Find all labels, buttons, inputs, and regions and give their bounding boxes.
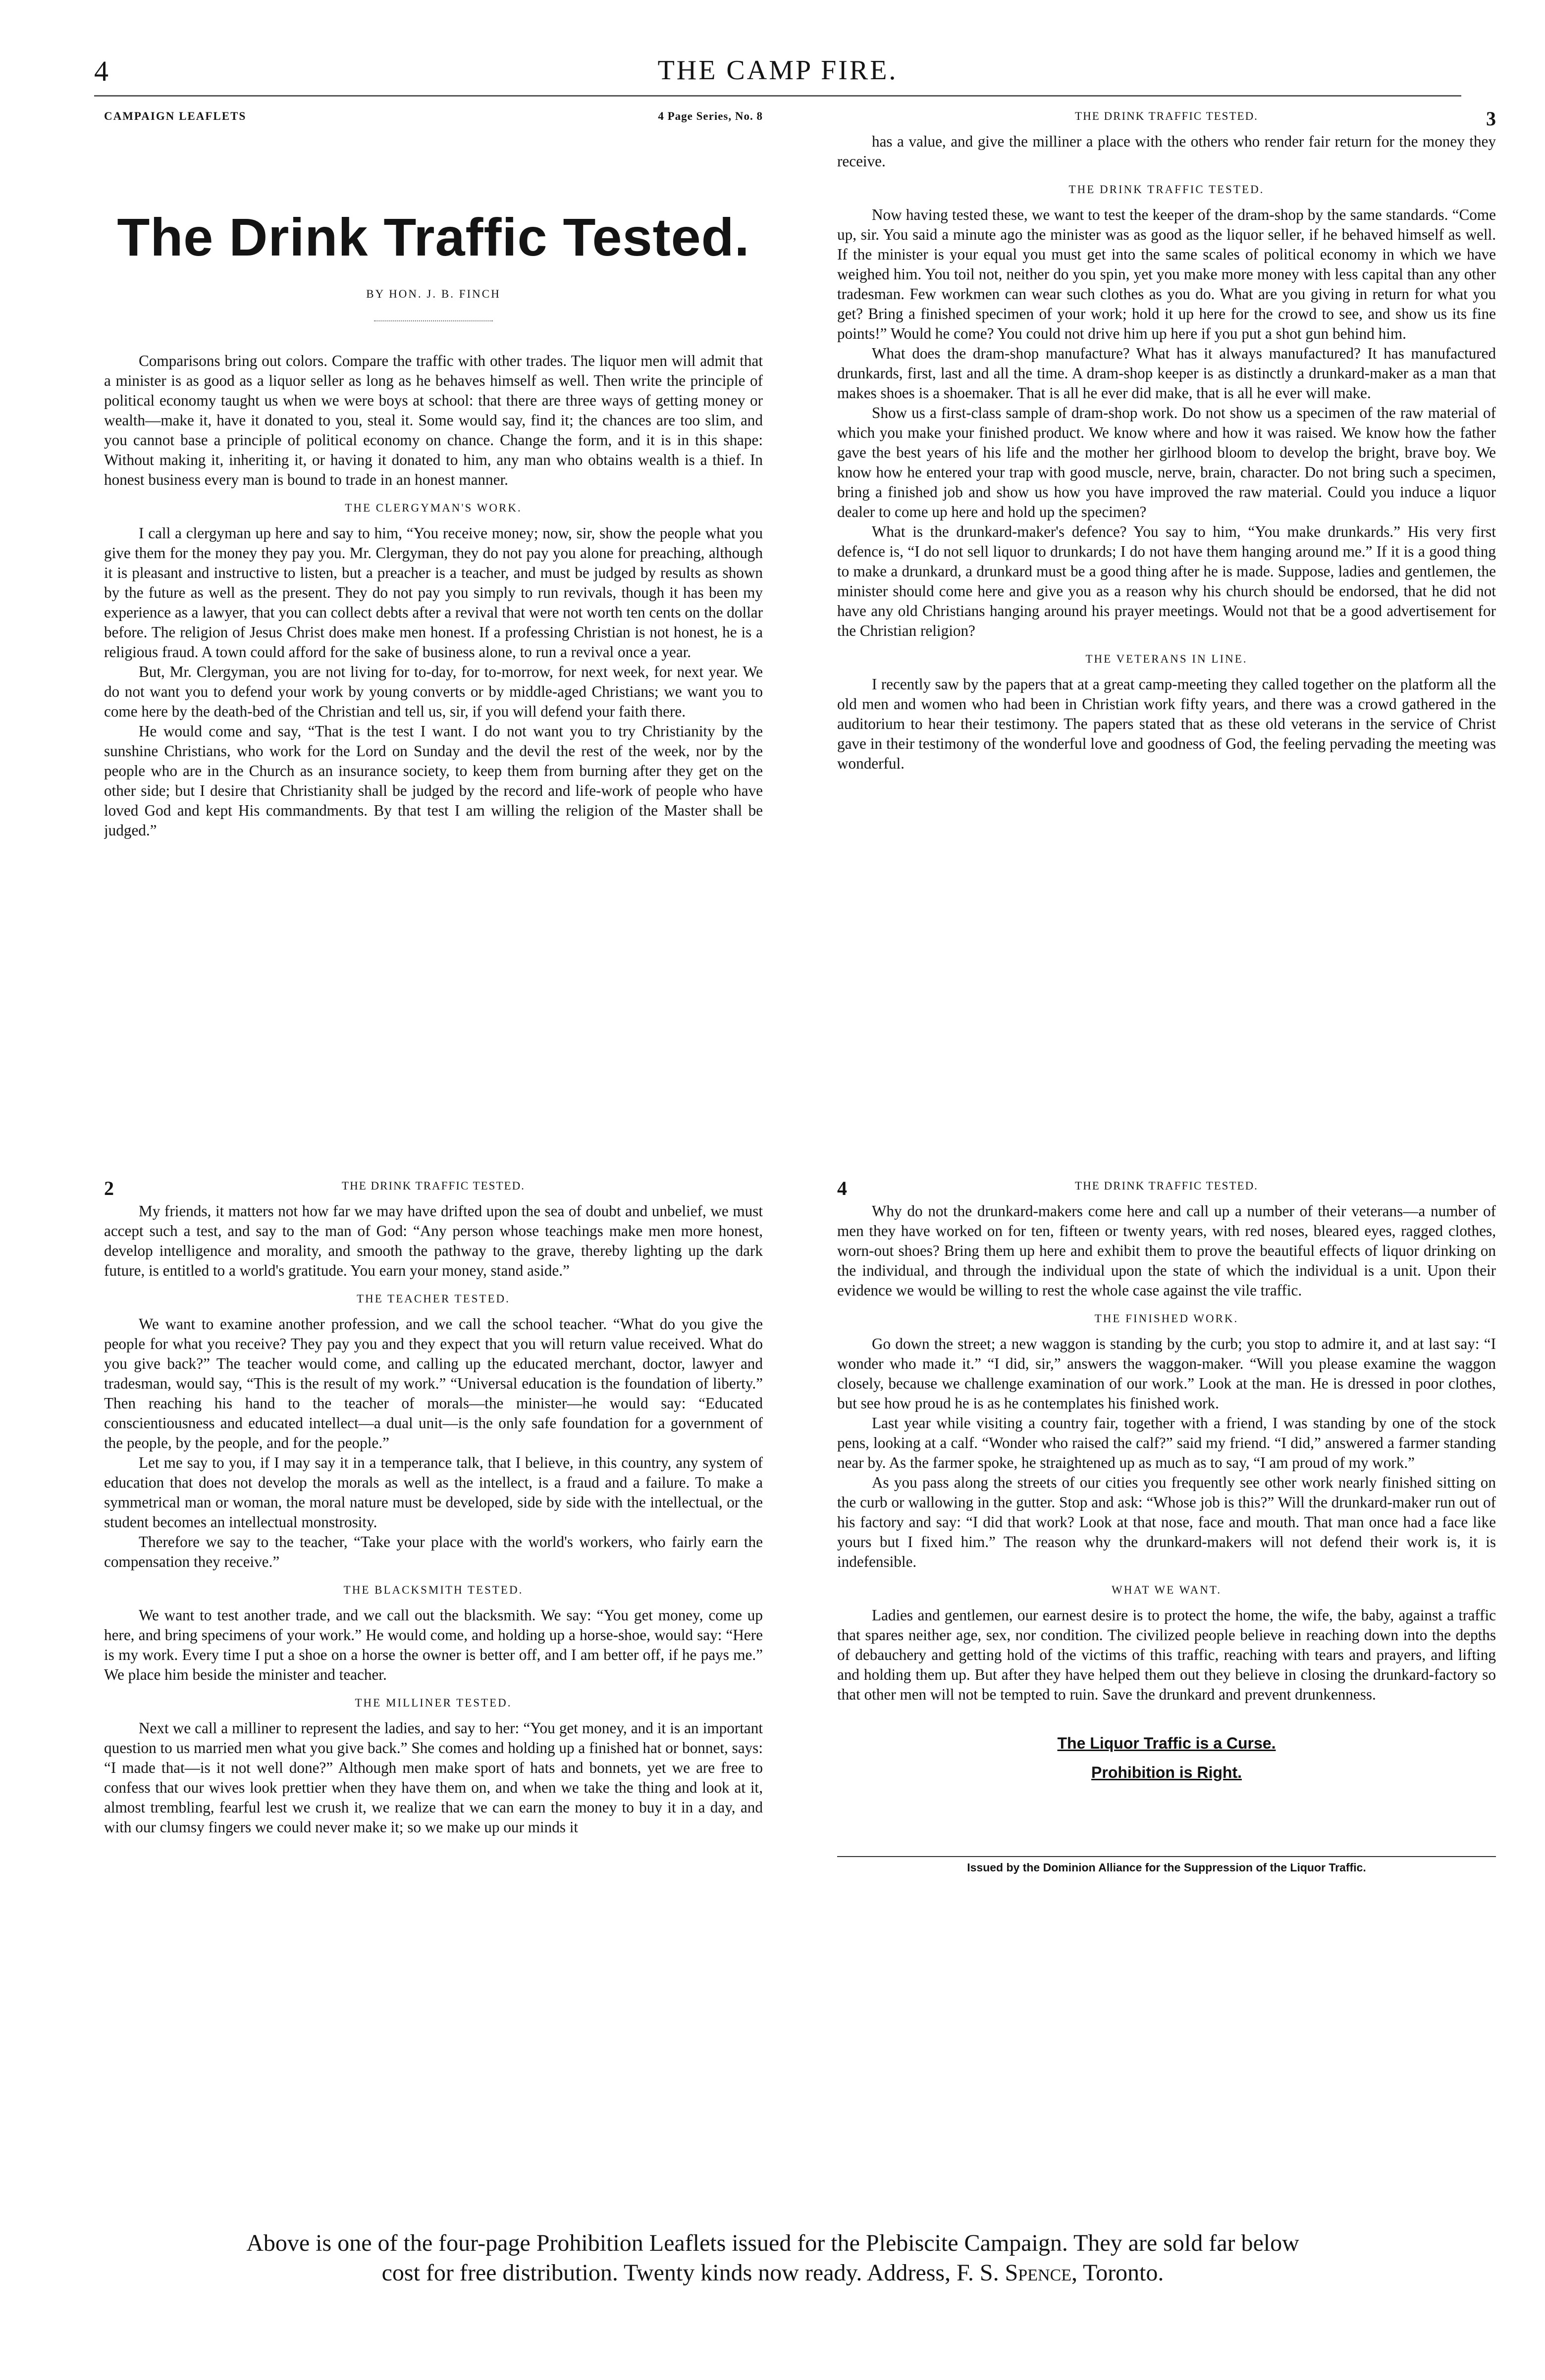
section-heading: THE MILLINER TESTED. xyxy=(355,1697,512,1709)
running-head: THE DRINK TRAFFIC TESTED. xyxy=(342,1180,525,1192)
leaflet-page-1-head xyxy=(104,104,763,132)
paragraph: He would come and say, “That is the test I want. I do not want you to try Christianity by the sunshine Christians, who work for the Lord on Sunday and the devil the rest of the week, nor by the people who are in the Church as an insurance society, to keep them from burning after they get on the other side; but I desire that Christianity shall be judged by the record and life-work of people who have loved God and kept His commandments. By that test I am willing the religion of the Master shall be judged.” xyxy=(104,723,763,839)
section-heading: THE DRINK TRAFFIC TESTED. xyxy=(1068,183,1265,196)
leaflet-page-3 xyxy=(837,104,1496,1159)
leaflet-page-number: 3 xyxy=(1486,107,1496,130)
section-heading: THE BLACKSMITH TESTED. xyxy=(343,1584,524,1596)
page-title: THE CAMP FIRE. xyxy=(657,55,898,86)
paragraph: Go down the street; a new waggon is standing by the curb; you stop to admire it, and at last say: “I wonder who made it.” “I did, sir,” answers the waggon-maker. “Will you please examine the waggon closely, because we challenge examination of our work.” Look at the man. He is dressed in poor clothes, but see how proud he is as he contemplates his finished work. xyxy=(837,1335,1496,1412)
page-header xyxy=(94,54,1461,94)
section-heading: THE CLERGYMAN'S WORK. xyxy=(345,502,522,514)
paragraph: But, Mr. Clergyman, you are not living for to-day, for to-morrow, for next week, for next year. We do not want you to defend your work by young converts or by middle-aged Christians; we want you to come here by the death-bed of the Christian and tell us, sir, if you will defend your faith there. xyxy=(104,663,763,720)
section-heading: THE FINISHED WORK. xyxy=(1094,1312,1239,1325)
leaflet-page-4-head xyxy=(837,1174,1496,1201)
leaflet-title: The Drink Traffic Tested. xyxy=(117,207,750,267)
paragraph: Ladies and gentlemen, our earnest desire is to protect the home, the wife, the baby, against a traffic that spares neither age, sex, nor condition. The civilized people believe in reaching down into the depths of debauchery and getting hold of the victims of this traffic, reaching with tears and prayers, and lifting and holding them up. But after they have helped them out they believe in closing the drunkard-factory so that other men will not be tempted to ruin. Save the drunkard and prevent drunkenness. xyxy=(837,1606,1496,1703)
byline: BY HON. J. B. FINCH xyxy=(366,288,501,300)
title-rule xyxy=(374,320,493,321)
leaflet-page-3-head xyxy=(837,104,1496,132)
header-rule xyxy=(94,95,1461,97)
paragraph: My friends, it matters not how far we may have drifted upon the sea of doubt and unbelief, we must accept such a test, and say to the man of God: “Any person whose teachings make men more honest, develop intelligence and morality, and smooth the pathway to the grave, thereby lighting up the dark future, is entitled to a world's gratitude. You earn your money, stand aside.” xyxy=(104,1202,763,1279)
slogan-curse: The Liquor Traffic is a Curse. xyxy=(1057,1734,1276,1752)
footer-line-1: Above is one of the four-page Prohibition Leaflets issued for the Plebiscite Campaign. They are sold far below xyxy=(246,2230,1299,2256)
paragraph: Last year while visiting a country fair, together with a friend, I was standing by one of the stock pens, looking at a calf. “Wonder who raised the calf?” said my friend. “I did,” answered a farmer standing near by. As the farmer spoke, he straightened up as much as to say, “I am proud of my work.” xyxy=(837,1414,1496,1471)
footer-text-end: , Toronto. xyxy=(1071,2260,1164,2286)
paragraph: Next we call a milliner to represent the ladies, and say to her: “You get money, and it is an important question to us married men what you give back.” She comes and holding up a finished hat or bonnet, says: “I made that—is it not well done?” Although men make sport of hats and bonnets, yet we are free to confess that our wives look prettier when they have them on, and when we take the thing and look at it, almost trembling, fearful lest we crush it, we realize that we can earn the money to buy it in a day, and with our clumsy fingers we could never make it; so we make up our minds it xyxy=(104,1719,763,1836)
footer-name: Spence xyxy=(1005,2260,1071,2286)
paragraph: Therefore we say to the teacher, “Take your place with the world's workers, who fairly earn the compensation they receive.” xyxy=(104,1533,763,1570)
paragraph: As you pass along the streets of our cities you frequently see other work nearly finished sitting on the curb or wallowing in the gutter. Stop and ask: “Whose job is this?” Will the drunkard-maker run out of his factory and say: “I did that work? Look at that nose, face and mouth. That man once had a face like yours but I fixed him.” The reason why the drunkard-makers will not defend their work is, it is indefensible. xyxy=(837,1474,1496,1570)
leaflet-page-2-head xyxy=(104,1174,763,1201)
paragraph: Now having tested these, we want to test the keeper of the dram-shop by the same standards. “Come up, sir. You said a minute ago the minister was as good as the liquor seller, if he behaved himself as well. If the minister is your equal you must get into the same scales of political economy in which we have weighed him. You toil not, neither do you spin, yet you make more money with less capital than any other tradesman. Few workmen can wear such clothes as you do. What are you giving in return for what you get? Bring a finished specimen of your work; hold it up here for the crowd to see, and show us its fine points!” Would he come? You could not drive him up here if you put a shot gun behind him. xyxy=(837,206,1496,342)
footer-line-2 xyxy=(104,2258,1441,2288)
leaflet-page-4 xyxy=(837,1174,1496,2189)
paragraph: Comparisons bring out colors. Compare the traffic with other trades. The liquor men will admit that a minister is as good as a liquor seller as long as he behaves himself as well. Then write the principle of political economy taught us when we were boys at school: that there are three ways of getting money or wealth—make it, have it donated to you, steal it. Some would say, find it; the chances are too slim, and you cannot base a principle of political economy on chance. Change the form, and it is in this shape: Without making it, inheriting it, or having it donated to him, any man who obtains wealth is a thief. In honest business every man is bound to trade in an honest manner. xyxy=(104,352,763,488)
leaflet-page-2 xyxy=(104,1174,763,2189)
paragraph: We want to test another trade, and we call out the blacksmith. We say: “You get money, come up here, and bring specimens of your work.” He would come, and holding up a horse-shoe, would say: “Here is my work. Every time I put a shoe on a horse the owner is better off, and I am better off, if he pays me.” We place him beside the minister and teacher. xyxy=(104,1606,763,1683)
leaflet-page-number: 4 xyxy=(837,1177,847,1199)
running-head: THE DRINK TRAFFIC TESTED. xyxy=(1075,1180,1258,1192)
leaflet-page-number: 2 xyxy=(104,1177,114,1199)
paragraph: We want to examine another profession, and we call the school teacher. “What do you give the people for what you receive? They pay you and they expect that you will return value received. What do you give back?” The teacher would come, and calling up the educated merchant, doctor, lawyer and tradesman, would say, “This is the result of my work.” “Universal education is the foundation of liberty.” Then reaching his hand to the teacher of morals—the minister—he would say: “Educated conscientiousness and educated intellect—a dual unit—is the only safe foundation for a government of the people, by the people, and for the people.” xyxy=(104,1315,763,1451)
paragraph: Why do not the drunkard-makers come here and call up a number of their veterans—a number of men they have worked on for ten, fifteen or twenty years, with red noses, bleared eyes, ragged clothes, worn-out shoes? Bring them up here and exhibit them to prove the beautiful effects of liquor drinking on the individual, and through the individual upon the state of which the individual is a unit. Upon their evidence we would be willing to rest the whole case against the vile traffic. xyxy=(837,1202,1496,1299)
paragraph: What is the drunkard-maker's defence? You say to him, “You make drunkards.” His very first defence is, “I do not sell liquor to drunkards; I do not have them hanging around me.” If it is a good thing to make a drunkard, a drunkard must be a good thing after he is made. Suppose, ladies and gentlemen, the minister should come here and give you as a reason why his church should be endorsed, that he did not have any old Christians hanging around his prayer meetings. Would not that be a good advertisement for the Christian religion? xyxy=(837,523,1496,639)
slogans xyxy=(837,1734,1496,1782)
series-number: 4 Page Series, No. 8 xyxy=(658,110,763,122)
leaflet-page-1 xyxy=(104,104,763,1159)
footer-text: cost for free distribution. Twenty kinds now ready. Address, F. S. xyxy=(381,2260,999,2286)
page-number: 4 xyxy=(94,55,108,87)
paragraph: has a value, and give the milliner a place with the others who render fair return for the money they receive. xyxy=(837,133,1496,170)
paragraph: I call a clergyman up here and say to him, “You receive money; now, sir, show the people what you give them for the money they pay you. Mr. Clergyman, they do not pay you alone for preaching, although it is pleasant and instructive to listen, but a preacher is a teacher, and must be judged by results as shown by the future as well as the present. They do not pay you simply to run revivals, though it has been my experience as a lawyer, that you can collect debts after a revival that were not worth ten cents on the dollar before. The religion of Jesus Christ does make men honest. If a professing Christian is not honest, he is a religious fraud. A town could afford for the sake of business alone, to run a revival once a year. xyxy=(104,524,763,661)
paragraph: Let me say to you, if I may say it in a temperance talk, that I believe, in this country, any system of education that does not develop the morals as well as the intellect, is a fraud and a failure. To make a symmetrical man or woman, the moral nature must be developed, side by side with the intellectual, or the student becomes an intellectual monstrosity. xyxy=(104,1454,763,1531)
paragraph: What does the dram-shop manufacture? What has it always manufactured? It has manufactured drunkards, first, last and all the time. A dram-shop keeper is as distinctly a drunkard-maker as a man that makes shoes is a shoemaker. That is all he ever did make, that is all he ever will make. xyxy=(837,345,1496,402)
footer-notice xyxy=(104,2228,1441,2288)
paragraph: Show us a first-class sample of dram-shop work. Do not show us a specimen of the raw material of which you make your finished product. We know where and how it was raised. We know how the father gave the best years of his life and the mother her girlhood bloom to develop the bright, brave boy. We know how he entered your trap with good muscle, nerve, brain, character. Do not bring such a specimen, bring a finished job and show us how you have improved the raw material. Could you induce a liquor dealer to come up here and hold up the specimen? xyxy=(837,404,1496,520)
paragraph: I recently saw by the papers that at a great camp-meeting they called together on the platform all the old men and women who had been in Christian work fifty years, and there was a crowd gathered in the auditorium to hear their testimony. The papers stated that as these old veterans in the service of Christ gave in their testimony of the wonderful love and goodness of God, the feeling pervading the meeting was wonderful. xyxy=(837,675,1496,772)
running-head: THE DRINK TRAFFIC TESTED. xyxy=(1075,110,1258,122)
section-heading: THE VETERANS IN LINE. xyxy=(1085,653,1248,665)
section-heading: WHAT WE WANT. xyxy=(1112,1584,1222,1596)
section-heading: THE TEACHER TESTED. xyxy=(357,1293,510,1305)
series-name: CAMPAIGN LEAFLETS xyxy=(104,110,247,122)
publisher-note: Issued by the Dominion Alliance for the Suppression of the Liquor Traffic. xyxy=(837,1856,1496,1874)
slogan-prohibition: Prohibition is Right. xyxy=(1091,1763,1242,1781)
